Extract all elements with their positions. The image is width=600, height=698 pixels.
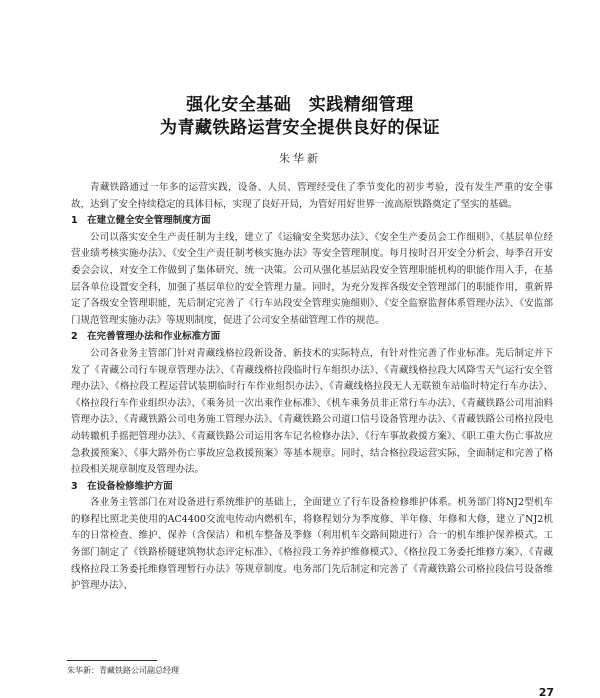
article-title-line2: 为青藏铁路运营安全提供良好的保证 — [160, 118, 440, 138]
section-2-paragraph: 公司各业务主管部门针对青藏线格拉段新设备、新技术的实际特点，有针对性完善了作业标准。先后制定并下发了《青藏公司行车规章管理办法》、《青藏线格拉段临时行车组织办法》、《青藏线格拉段大风降雪天气运行安全管理办法》、《格拉段工程运营试装期临时行车作业组织办法》、《青藏线格拉段无人无联锁车站临时特定行车办法》、《格拉段行车作业组织办法》、《乘务员一次出乘作业标准》、《机车乘务员非正常行车办法》、《青藏铁路公司用油料管理办法》、《青藏铁路公司电务施工管理办法》、《青藏铁路公司道口信号设备管理办法》、《青藏铁路公司格拉段电动转辙机手摇把管理办法》、《青藏铁路公司运用客车记名检修办法》、《行车事故救援方案》、《职工重大伤亡事故应急救援预案》、《事大路外伤亡事故应急救援预案》等基本规章。同时，结合格拉段运营实际，全面制定和完善了格拉段相关规章制度及管理办法。 — [71, 347, 553, 476]
footnote: 朱华新：青藏铁路公司副总经理 — [67, 666, 179, 675]
footnote-divider — [67, 660, 157, 661]
section-1-heading: 1 在建立健全安全管理制度方面 — [71, 215, 211, 227]
article-title-line1: 强化安全基础 实践精细管理 — [186, 95, 414, 115]
article-body — [71, 180, 553, 595]
intro-paragraph: 青藏铁路通过一年多的运营实践，设备、人员、管理经受住了季节变化的初步考验，没有发生严重的安全事故，达到了安全持续稳定的具体目标，实现了良好开局，为管好用好世界一流高原铁路奠定了坚实的基础。 — [71, 182, 553, 210]
section-3-heading: 3 在设备检修维护方面 — [71, 480, 173, 492]
author-name: 朱华新 — [279, 152, 321, 165]
page-number: 27 — [538, 688, 554, 698]
section-2-heading: 2 在完善管理办法和作业标准方面 — [71, 331, 221, 343]
section-3-paragraph: 各业务主管部门在对设备进行系统维护的基础上，全面建立了行车设备检修维护体系。机务部门将NJ2型机车的修程比照北美使用的AC4400交流电传动内燃机车，将修程划分为季度修、半年修、年修和大修，建立了NJ2机车的日常检查、维护、保养（含保洁）和机车整备及季修（利用机车交路间隙进行）合一的机车维护保养模式。工务部门制定了《铁路桥隧建筑物状态评定标准》、《格拉段工务养护维修模式》、《格拉段工务委托维修方案》、《青藏线格拉段工务委托维修管理暂行办法》等规章制度。电务部门先后制定和完善了《青藏铁路公司格拉段信号设备维护管理办法》、 — [71, 497, 553, 592]
section-1-paragraph: 公司以落实安全生产责任制为主线，建立了《运输安全奖惩办法》、《安全生产委员会工作细则》、《基层单位经营业绩考核实施办法》、《安全生产责任制考核实施办法》等安全管理制度。每月按时召开安全分析会、每季召开安委会会议，对安全工作做到了集体研究、统一决策。公司从强化基层站段安全管理职能机构的职能作用入手，在基层各单位设置安全科，加强了基层单位的安全管理力量。同时，为充分发挥各级安全管理部门的职能作用，重新界定了各级安全管理职能，先后制定完善了《行车站段安全管理实施细则》、《安全监察监督体系管理办法》、《安监部门规范管理实施办法》等规则制度，促进了公司安全基础管理工作的规范。 — [71, 231, 553, 326]
